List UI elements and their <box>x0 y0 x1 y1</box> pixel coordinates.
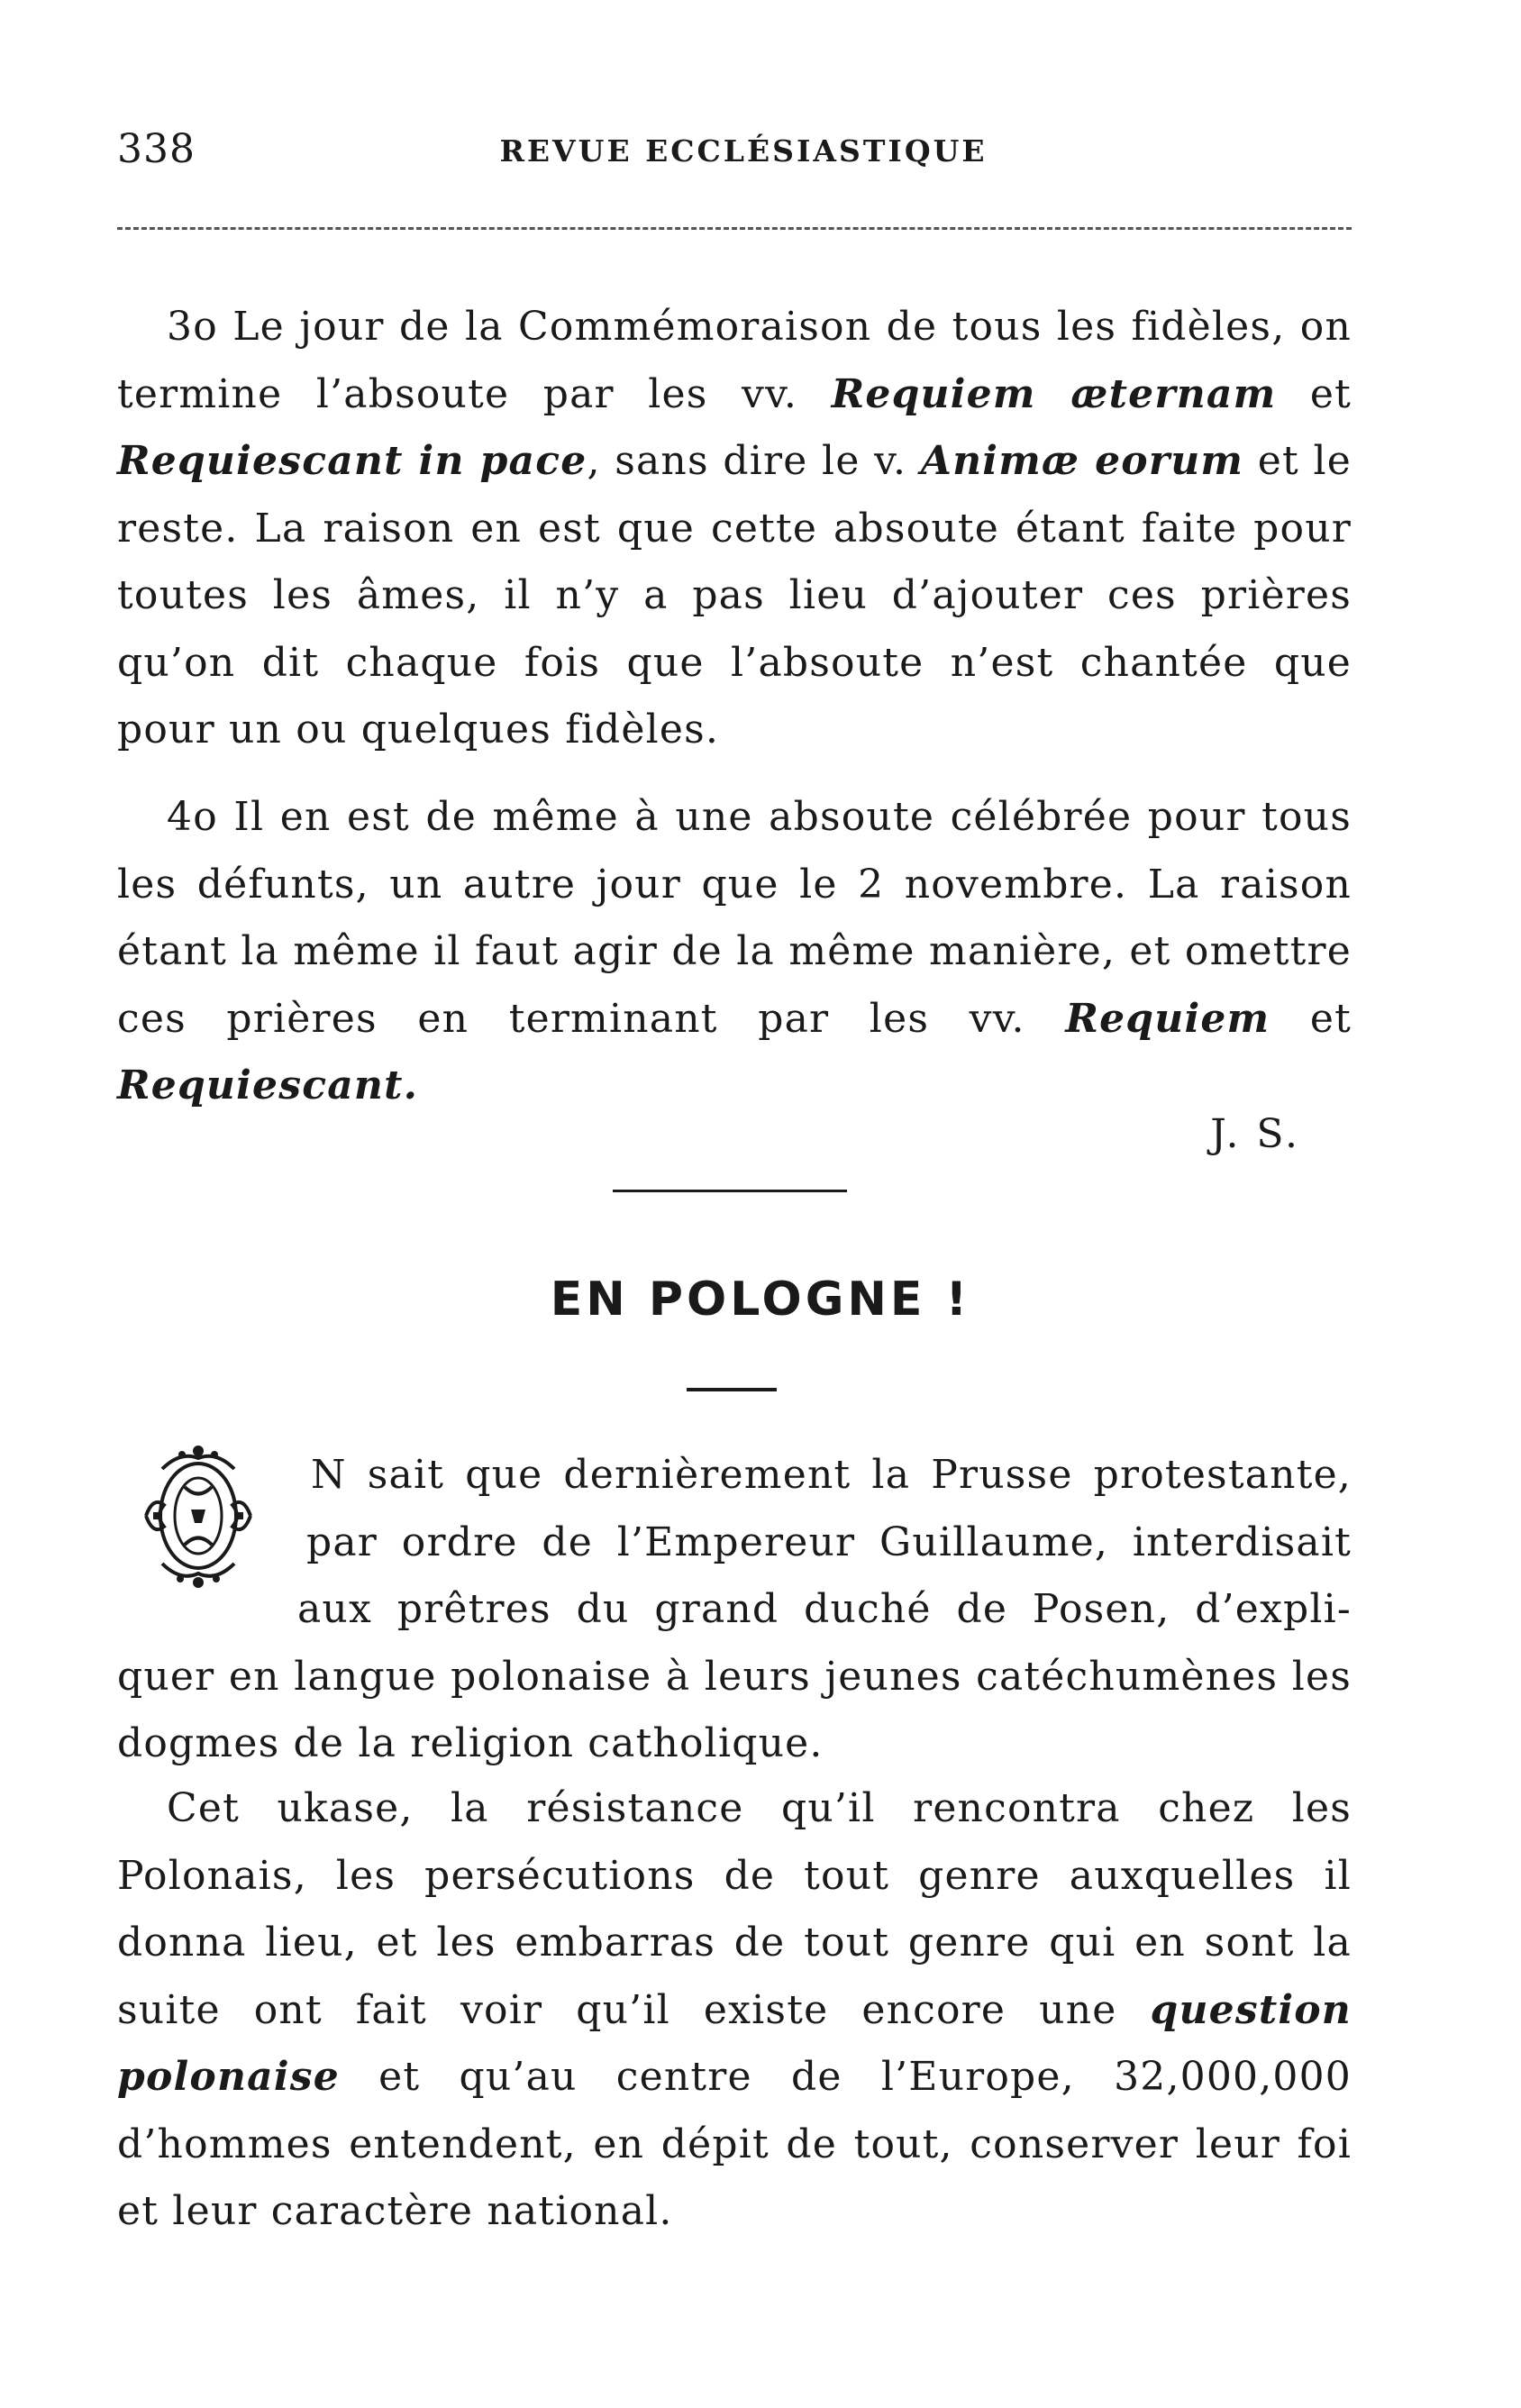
paragraph-3o <box>117 294 1352 764</box>
paragraph-opening <box>117 1442 1352 1778</box>
para-text: Cet ukase, la résistance qu’il rencontra chez les Polonais, les persécutions de tout genre auxquelles il donna lieu, et les embarras de tout genre qui en sont la suite ont fait voir qu’il existe encore une <box>117 1785 1352 2033</box>
latin-phrase: Requiem æternam <box>831 370 1277 417</box>
latin-phrase: Requiescant. <box>117 1063 419 1108</box>
heading-rule <box>687 1388 777 1391</box>
italic-phrase: question polonaise <box>117 1986 1352 2100</box>
page-number: 338 <box>117 126 196 172</box>
paragraph-4o <box>117 784 1352 1120</box>
header-rule <box>117 227 1352 230</box>
section-heading: EN POLOGNE ! <box>550 1272 971 1327</box>
paragraph-ukase <box>117 1775 1352 2246</box>
para-text: et qu’au centre de l’Europe, 32,000,000 d’hommes entendent, en dépit de tout, conserver leur foi et leur caractère national. <box>117 2054 1352 2234</box>
latin-phrase: Animæ eorum <box>920 438 1244 484</box>
para-text: et <box>1276 370 1352 417</box>
latin-phrase: Requiescant in pace <box>117 438 587 484</box>
opening-line-1: N sait que dernièrement la Prusse protestante, <box>311 1452 1352 1498</box>
para-text: 4o Il en est de même à une absoute célébrée pour tous les défunts, un autre jour que le 2 novembre. La raison étant la même il faut agir de la même manière, et omettre ces prières en terminant par les vv. <box>117 794 1352 1042</box>
opening-rest: quer en langue polonaise à leurs jeunes catéchumènes les dogmes de la religion catholique. <box>117 1653 1352 1766</box>
latin-phrase: Requiem <box>1065 995 1271 1042</box>
running-head <box>117 126 1352 180</box>
para-text: et le reste. La raison en est que cette absoute étant faite pour toutes les âmes, il n’y a pas lieu d’ajouter ces prières qu’on dit chaque fois que l’absoute n’est chantée que pour un ou quelques fidèles. <box>117 438 1352 752</box>
para-text: et <box>1270 995 1353 1042</box>
section-divider <box>613 1190 847 1192</box>
para-text: 3o Le jour de la Commémoraison de tous les fidèles, on termine l’absoute par les vv. <box>117 304 1352 417</box>
journal-title: REVUE ECCLÉSIASTIQUE <box>499 133 988 169</box>
author-signature: J. S. <box>1210 1111 1300 1157</box>
opening-line-3: aux prêtres du grand duché de Posen, d’expli- <box>297 1586 1352 1632</box>
para-text: , sans dire le v. <box>587 438 921 484</box>
opening-line-2: par ordre de l’Empereur Guillaume, interdisait <box>306 1519 1352 1565</box>
